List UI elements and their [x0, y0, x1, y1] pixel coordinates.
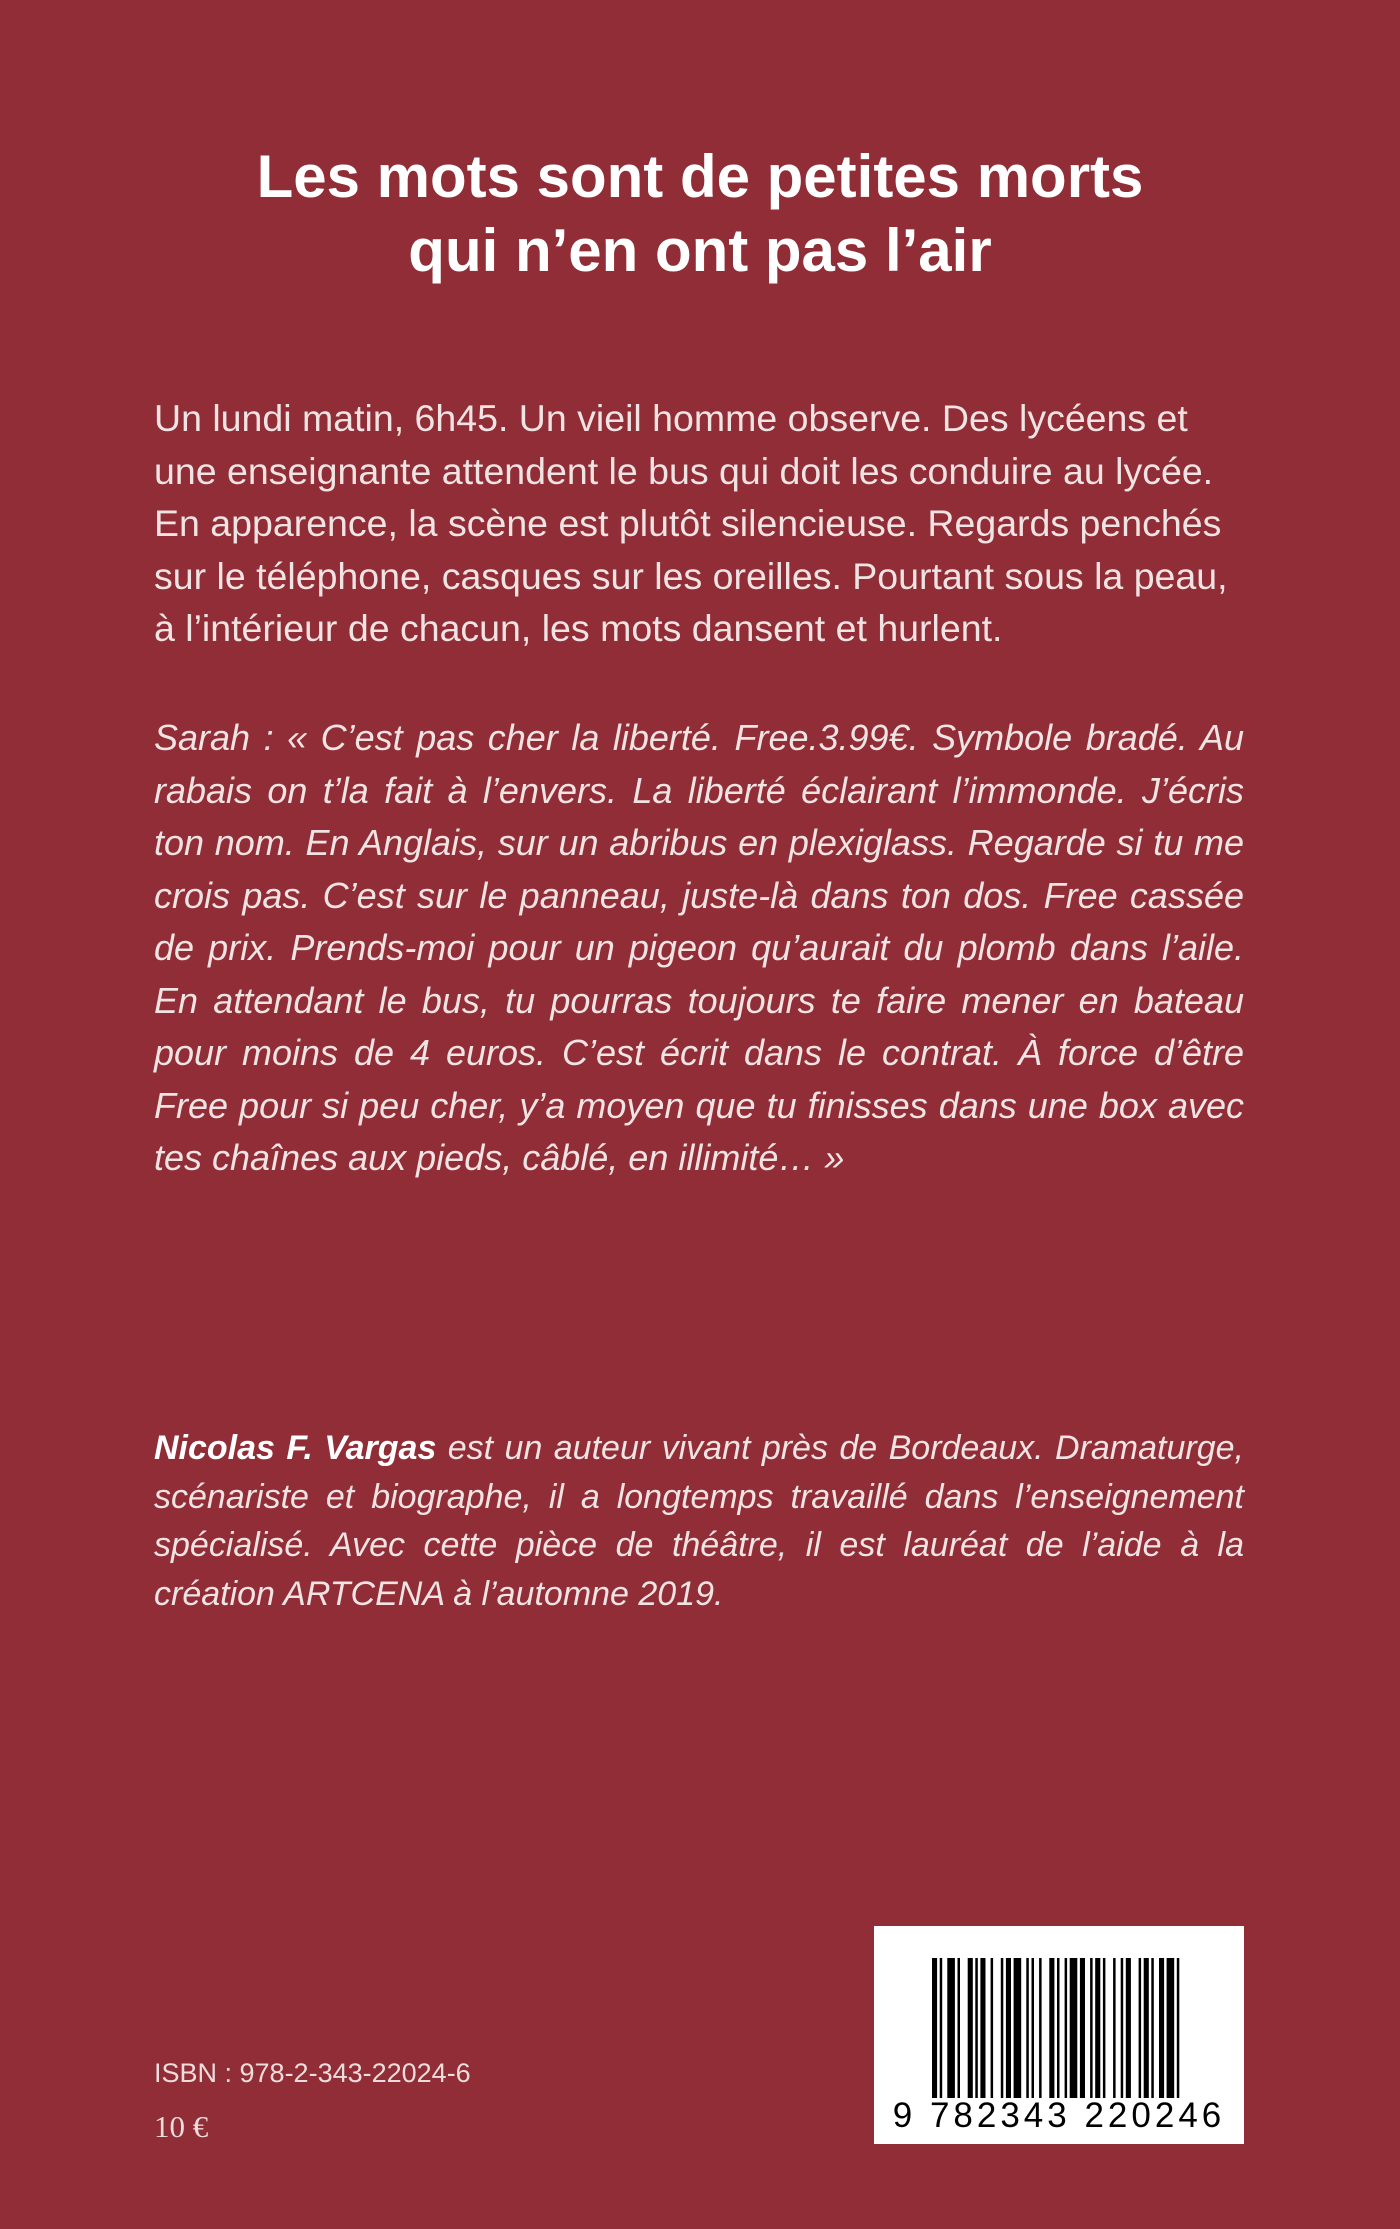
synopsis-paragraph: Un lundi matin, 6h45. Un vieil homme observe. Des lycéens et une enseignante attendent le bus qui doit les conduire au lycée. En apparence, la scène est plutôt silencieuse. Regards penchés sur le téléphone, casques sur les oreilles. Pourtant sous la peau, à l’intérieur de chacun, les mots dansent et hurlent.: [154, 397, 1228, 649]
barcode-bar: [1144, 1958, 1149, 2098]
barcode-bar: [1126, 1958, 1131, 2098]
barcode-bar: [1080, 1958, 1085, 2098]
title-line-2: qui n’en ont pas l’air: [408, 217, 992, 284]
barcode-bar: [975, 1958, 978, 2098]
barcode-bar: [1065, 1958, 1068, 2098]
barcode-bar: [1139, 1958, 1142, 2098]
barcode-bar: [1095, 1958, 1100, 2098]
barcode-bar: [1032, 1958, 1035, 2098]
barcode-bar: [968, 1958, 973, 2098]
barcode-number: 9 782343 220246: [892, 2096, 1226, 2135]
barcode-bar: [1057, 1958, 1060, 2098]
barcode-bar: [1001, 1958, 1004, 2098]
isbn-label: ISBN : 978-2-343-22024-6: [154, 2058, 471, 2088]
barcode-bar: [1159, 1958, 1164, 2098]
barcode-bar: [932, 1958, 937, 2098]
barcode-bar: [1049, 1958, 1054, 2098]
barcode: [874, 1926, 1244, 2144]
excerpt-quote: Sarah : « C’est pas cher la liberté. Free.3.99€. Symbole bradé. Au rabais on t’la fait à l’envers. La liberté éclairant l’immonde. J’écris ton nom. En Anglais, sur un abribus en plexiglass. Regarde si tu me crois pas. C’est sur le panneau, juste-là dans ton dos. Free cassée de prix. Prends-moi pour un pigeon qu’aurait du plomb dans l’aile. En attendant le bus, tu pourras toujours te faire mener en bateau pour moins de 4 euros. C’est écrit dans le contrat. À force d’être Free pour si peu cher, y’a moyen que tu finisses dans une box avec tes chaînes aux pieds, câblé, en illimité… »: [154, 717, 1244, 1178]
author-bio: [154, 1424, 1244, 1618]
price-label: 10 €: [154, 2109, 209, 2144]
title-line-1: Les mots sont de petites morts: [256, 143, 1144, 210]
barcode-bar: [1014, 1958, 1022, 2098]
book-title: [0, 140, 1400, 288]
barcode-bar: [1177, 1958, 1180, 2098]
barcode-bar: [1090, 1958, 1093, 2098]
barcode-bar: [991, 1958, 994, 2098]
barcode-bar: [1167, 1958, 1175, 2098]
barcode-bar: [1121, 1958, 1124, 2098]
author-bio-text: est un auteur vivant près de Bordeaux. Dramaturge, scénariste et biographe, il a longtemps travaillé dans l’enseignement spécialisé. Avec cette pièce de théâtre, il est lauréat de l’aide à la création ARTCENA à l’automne 2019.: [154, 1429, 1244, 1613]
barcode-bar: [958, 1958, 961, 2098]
barcode-bar: [940, 1958, 943, 2098]
barcode-bar: [1103, 1958, 1106, 2098]
barcode-bar: [947, 1958, 955, 2098]
barcode-bar: [1151, 1958, 1154, 2098]
barcode-bar: [1113, 1958, 1116, 2098]
barcode-bar: [980, 1958, 985, 2098]
barcode-bar: [1026, 1958, 1029, 2098]
barcode-bar: [1006, 1958, 1011, 2098]
barcode-bar: [1039, 1958, 1042, 2098]
barcode-bar: [1070, 1958, 1078, 2098]
author-name: Nicolas F. Vargas: [154, 1429, 437, 1467]
